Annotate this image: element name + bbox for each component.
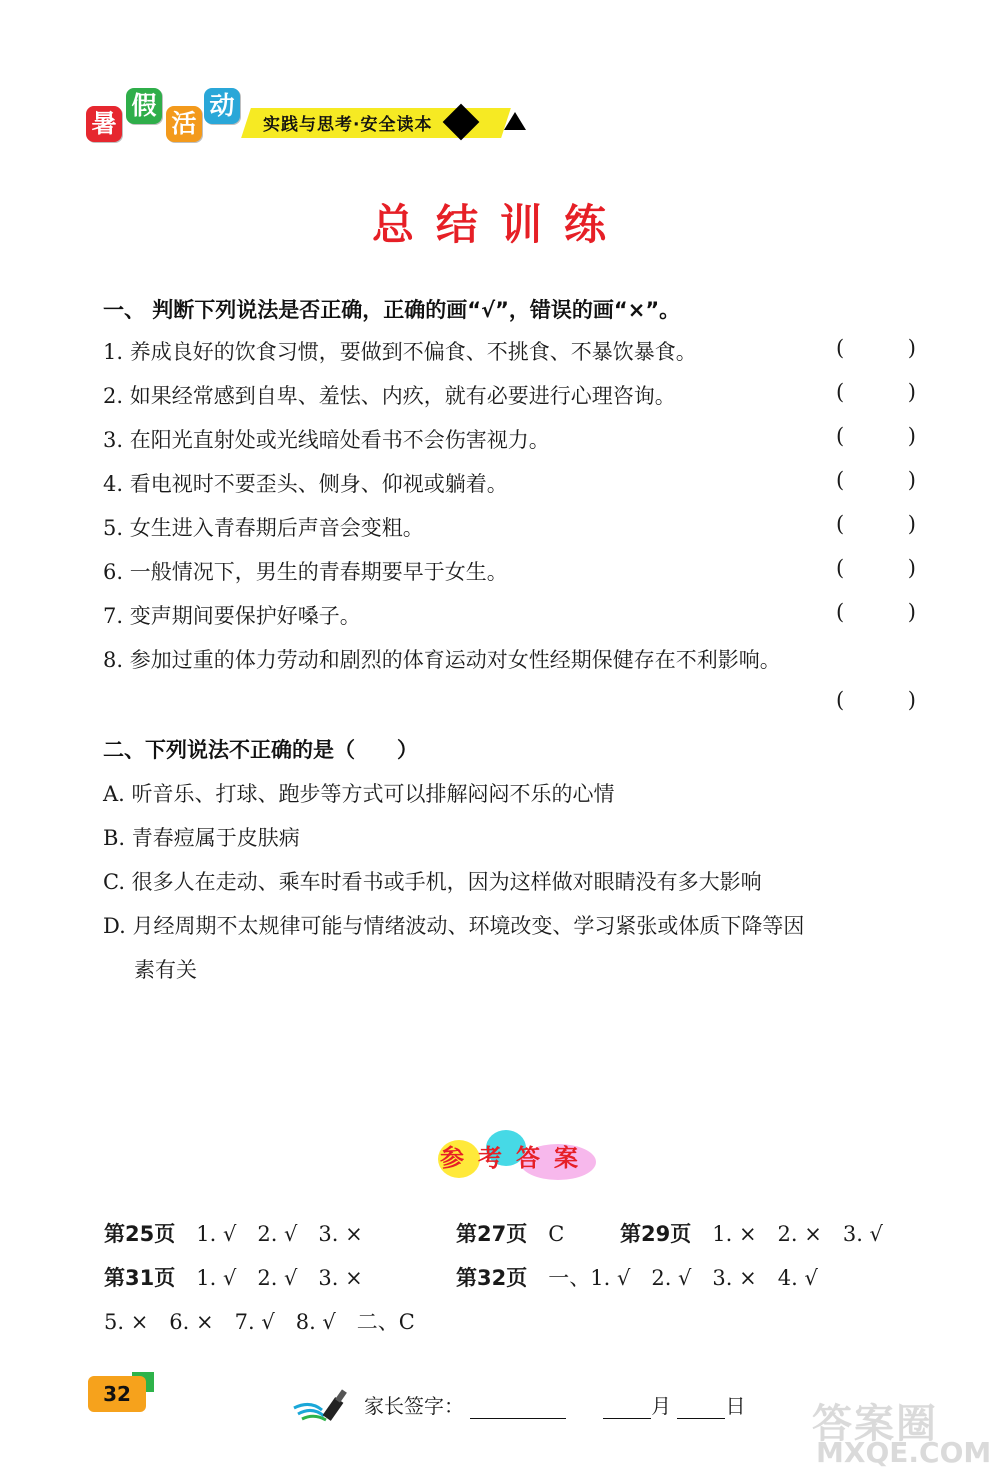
option-b: B. 青春痘属于皮肤病 <box>103 826 300 850</box>
pen-icon <box>292 1388 356 1422</box>
question-4: 4. 看电视时不要歪头、侧身、仰视或躺着。 <box>103 472 508 496</box>
page-title: 总结训练 <box>371 200 628 249</box>
answer-blank-1: ( ) <box>836 336 916 360</box>
section1-heading: 一、 判断下列说法是否正确，正确的画“√”，错误的画“×”。 <box>103 298 681 322</box>
answer-p27: 第27页 C <box>456 1222 565 1246</box>
question-8: 8. 参加过重的体力劳动和剧烈的体育运动对女性经期保健存在不利影响。 <box>103 648 781 672</box>
answer-blank-8: ( ) <box>836 688 916 712</box>
section2-heading: 二、下列说法不正确的是（ ） <box>103 738 418 762</box>
answer-key-title: 参考答案 <box>440 1144 592 1172</box>
answer-key-heading <box>432 1128 602 1188</box>
watermark-url: MXQE.COM <box>816 1436 992 1469</box>
month-blank <box>603 1398 651 1419</box>
option-d: D. 月经周期不太规律可能与情绪波动、环境改变、学习紧张或体质下降等因 <box>103 914 805 938</box>
parent-signature-line <box>364 1390 745 1419</box>
answer-blank-6: ( ) <box>836 556 916 580</box>
book-header-badge <box>86 84 546 144</box>
day-label: 日 <box>725 1394 746 1418</box>
day-blank <box>677 1398 725 1419</box>
answer-blank-2: ( ) <box>836 380 916 404</box>
answer-p32: 第32页 一、1. √ 2. √ 3. × 4. √ <box>456 1266 818 1290</box>
answer-p29: 第29页 1. × 2. × 3. √ <box>620 1222 883 1246</box>
option-c: C. 很多人在走动、乘车时看书或手机，因为这样做对眼睛没有多大影响 <box>103 870 762 894</box>
page-number: 32 <box>88 1376 146 1412</box>
header-char-1: 暑 <box>86 106 122 142</box>
question-7: 7. 变声期间要保护好嗓子。 <box>103 604 361 628</box>
triangle-decoration <box>504 112 526 130</box>
question-5: 5. 女生进入青春期后声音会变粗。 <box>103 516 424 540</box>
watermark-logo: 答案圈 <box>812 1401 938 1447</box>
sign-label: 家长签字： <box>364 1394 464 1418</box>
header-char-4: 动 <box>204 88 240 124</box>
answer-blank-5: ( ) <box>836 512 916 536</box>
month-label: 月 <box>651 1394 672 1418</box>
signature-blank <box>470 1398 566 1419</box>
option-a: A. 听音乐、打球、跑步等方式可以排解闷闷不乐的心情 <box>103 782 615 806</box>
answer-p31: 第31页 1. √ 2. √ 3. × <box>104 1266 363 1290</box>
question-6: 6. 一般情况下，男生的青春期要早于女生。 <box>103 560 508 584</box>
header-char-2: 假 <box>126 88 162 124</box>
question-3: 3. 在阳光直射处或光线暗处看书不会伤害视力。 <box>103 428 550 452</box>
option-d-continued: 素有关 <box>134 958 197 982</box>
header-char-3: 活 <box>166 106 202 142</box>
answer-blank-4: ( ) <box>836 468 916 492</box>
answer-p25: 第25页 1. √ 2. √ 3. × <box>104 1222 363 1246</box>
question-1: 1. 养成良好的饮食习惯，要做到不偏食、不挑食、不暴饮暴食。 <box>103 340 697 364</box>
header-subtitle: 实践与思考·安全读本 <box>263 115 433 135</box>
answer-p32-continued: 5. × 6. × 7. √ 8. √ 二、C <box>104 1310 415 1334</box>
answer-blank-3: ( ) <box>836 424 916 448</box>
answer-blank-7: ( ) <box>836 600 916 624</box>
question-2: 2. 如果经常感到自卑、羞怯、内疚，就有必要进行心理咨询。 <box>103 384 676 408</box>
